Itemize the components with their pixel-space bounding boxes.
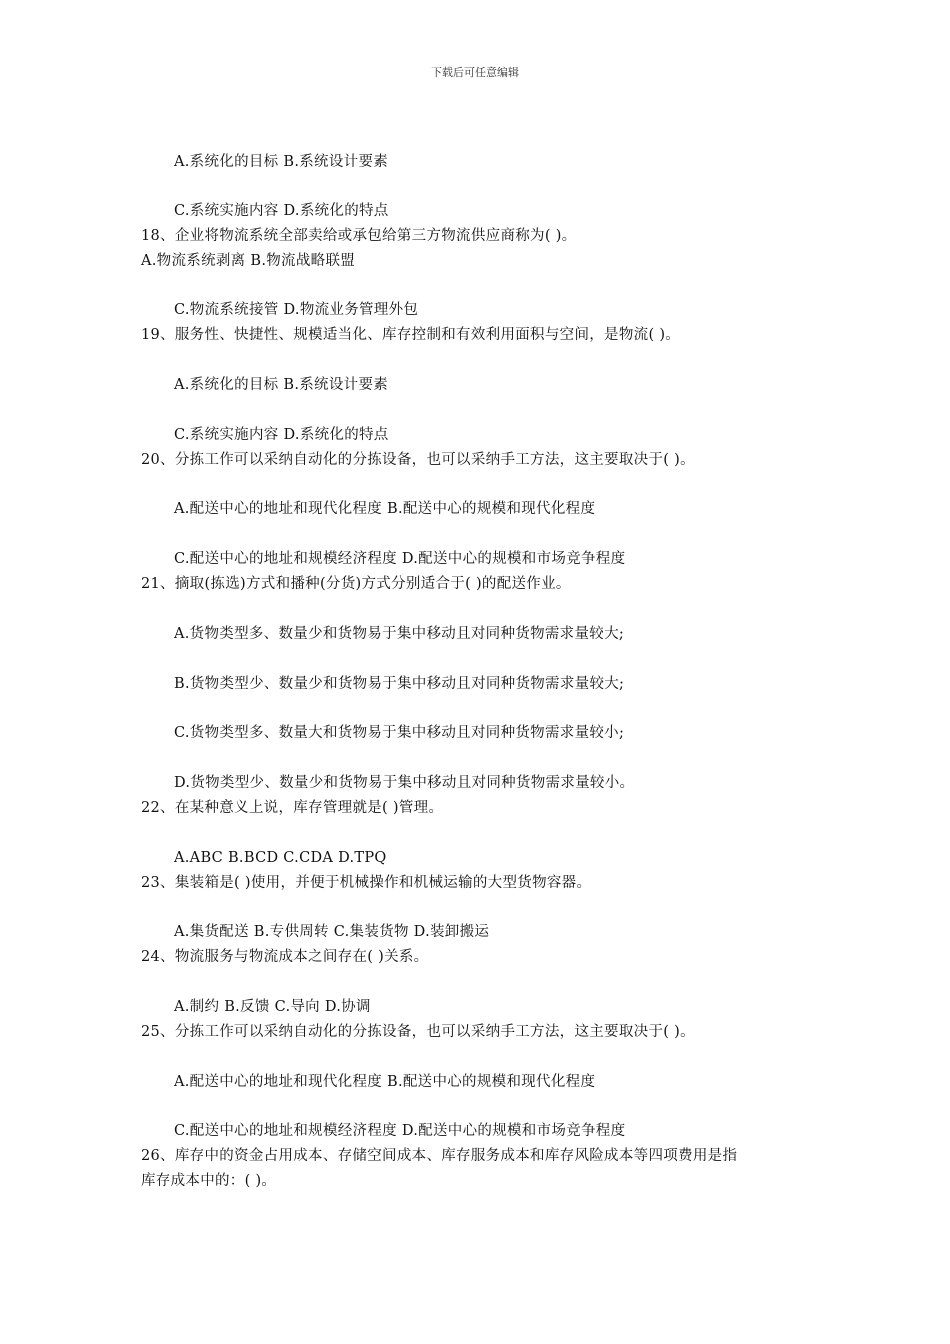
option-line: C.系统实施内容 D.系统化的特点 bbox=[174, 427, 389, 443]
option-line: A.货物类型多、数量少和货物易于集中移动且对同种货物需求量较大; bbox=[174, 626, 625, 642]
option-line: D.货物类型少、数量少和货物易于集中移动且对同种货物需求量较小。 bbox=[174, 775, 635, 791]
page-header: 下载后可任意编辑 bbox=[431, 66, 519, 79]
option-line: A.配送中心的地址和现代化程度 B.配送中心的规模和现代化程度 bbox=[174, 501, 596, 517]
option-line: B.货物类型少、数量少和货物易于集中移动且对同种货物需求量较大; bbox=[174, 676, 625, 692]
option-line: A.集货配送 B.专供周转 C.集装货物 D.装卸搬运 bbox=[174, 924, 490, 940]
option-line: C.配送中心的地址和规模经济程度 D.配送中心的规模和市场竞争程度 bbox=[174, 551, 626, 567]
option-line: C.配送中心的地址和规模经济程度 D.配送中心的规模和市场竞争程度 bbox=[174, 1123, 626, 1139]
question-line: 23、集装箱是( )使用，并便于机械操作和机械运输的大型货物容器。 bbox=[141, 875, 592, 891]
option-line: A.制约 B.反馈 C.导向 D.协调 bbox=[174, 999, 371, 1015]
question-line: 库存成本中的：( )。 bbox=[141, 1173, 277, 1189]
question-line: 22、在某种意义上说，库存管理就是( )管理。 bbox=[141, 800, 444, 816]
option-line: C.系统实施内容 D.系统化的特点 bbox=[174, 203, 389, 219]
option-line: A.配送中心的地址和现代化程度 B.配送中心的规模和现代化程度 bbox=[174, 1074, 596, 1090]
option-line: C.物流系统接管 D.物流业务管理外包 bbox=[174, 302, 419, 318]
option-line: A.系统化的目标 B.系统设计要素 bbox=[174, 154, 389, 170]
option-line: A.物流系统剥离 B.物流战略联盟 bbox=[141, 253, 356, 269]
question-line: 21、摘取(拣选)方式和播种(分货)方式分别适合于( )的配送作业。 bbox=[141, 576, 571, 592]
option-line: A.系统化的目标 B.系统设计要素 bbox=[174, 377, 389, 393]
question-line: 25、分拣工作可以采纳自动化的分拣设备，也可以采纳手工方法，这主要取决于( )。 bbox=[141, 1024, 695, 1040]
question-line: 20、分拣工作可以采纳自动化的分拣设备，也可以采纳手工方法，这主要取决于( )。 bbox=[141, 452, 695, 468]
option-line: C.货物类型多、数量大和货物易于集中移动且对同种货物需求量较小; bbox=[174, 725, 625, 741]
question-line: 18、企业将物流系统全部卖给或承包给第三方物流供应商称为( )。 bbox=[141, 228, 577, 244]
question-line: 24、物流服务与物流成本之间存在( )关系。 bbox=[141, 949, 429, 965]
question-line: 26、库存中的资金占用成本、存储空间成本、库存服务成本和库存风险成本等四项费用是指 bbox=[141, 1148, 738, 1164]
option-line: A.ABC B.BCD C.CDA D.TPQ bbox=[174, 850, 387, 866]
question-line: 19、服务性、快捷性、规模适当化、库存控制和有效利用面积与空间，是物流( )。 bbox=[141, 327, 681, 343]
